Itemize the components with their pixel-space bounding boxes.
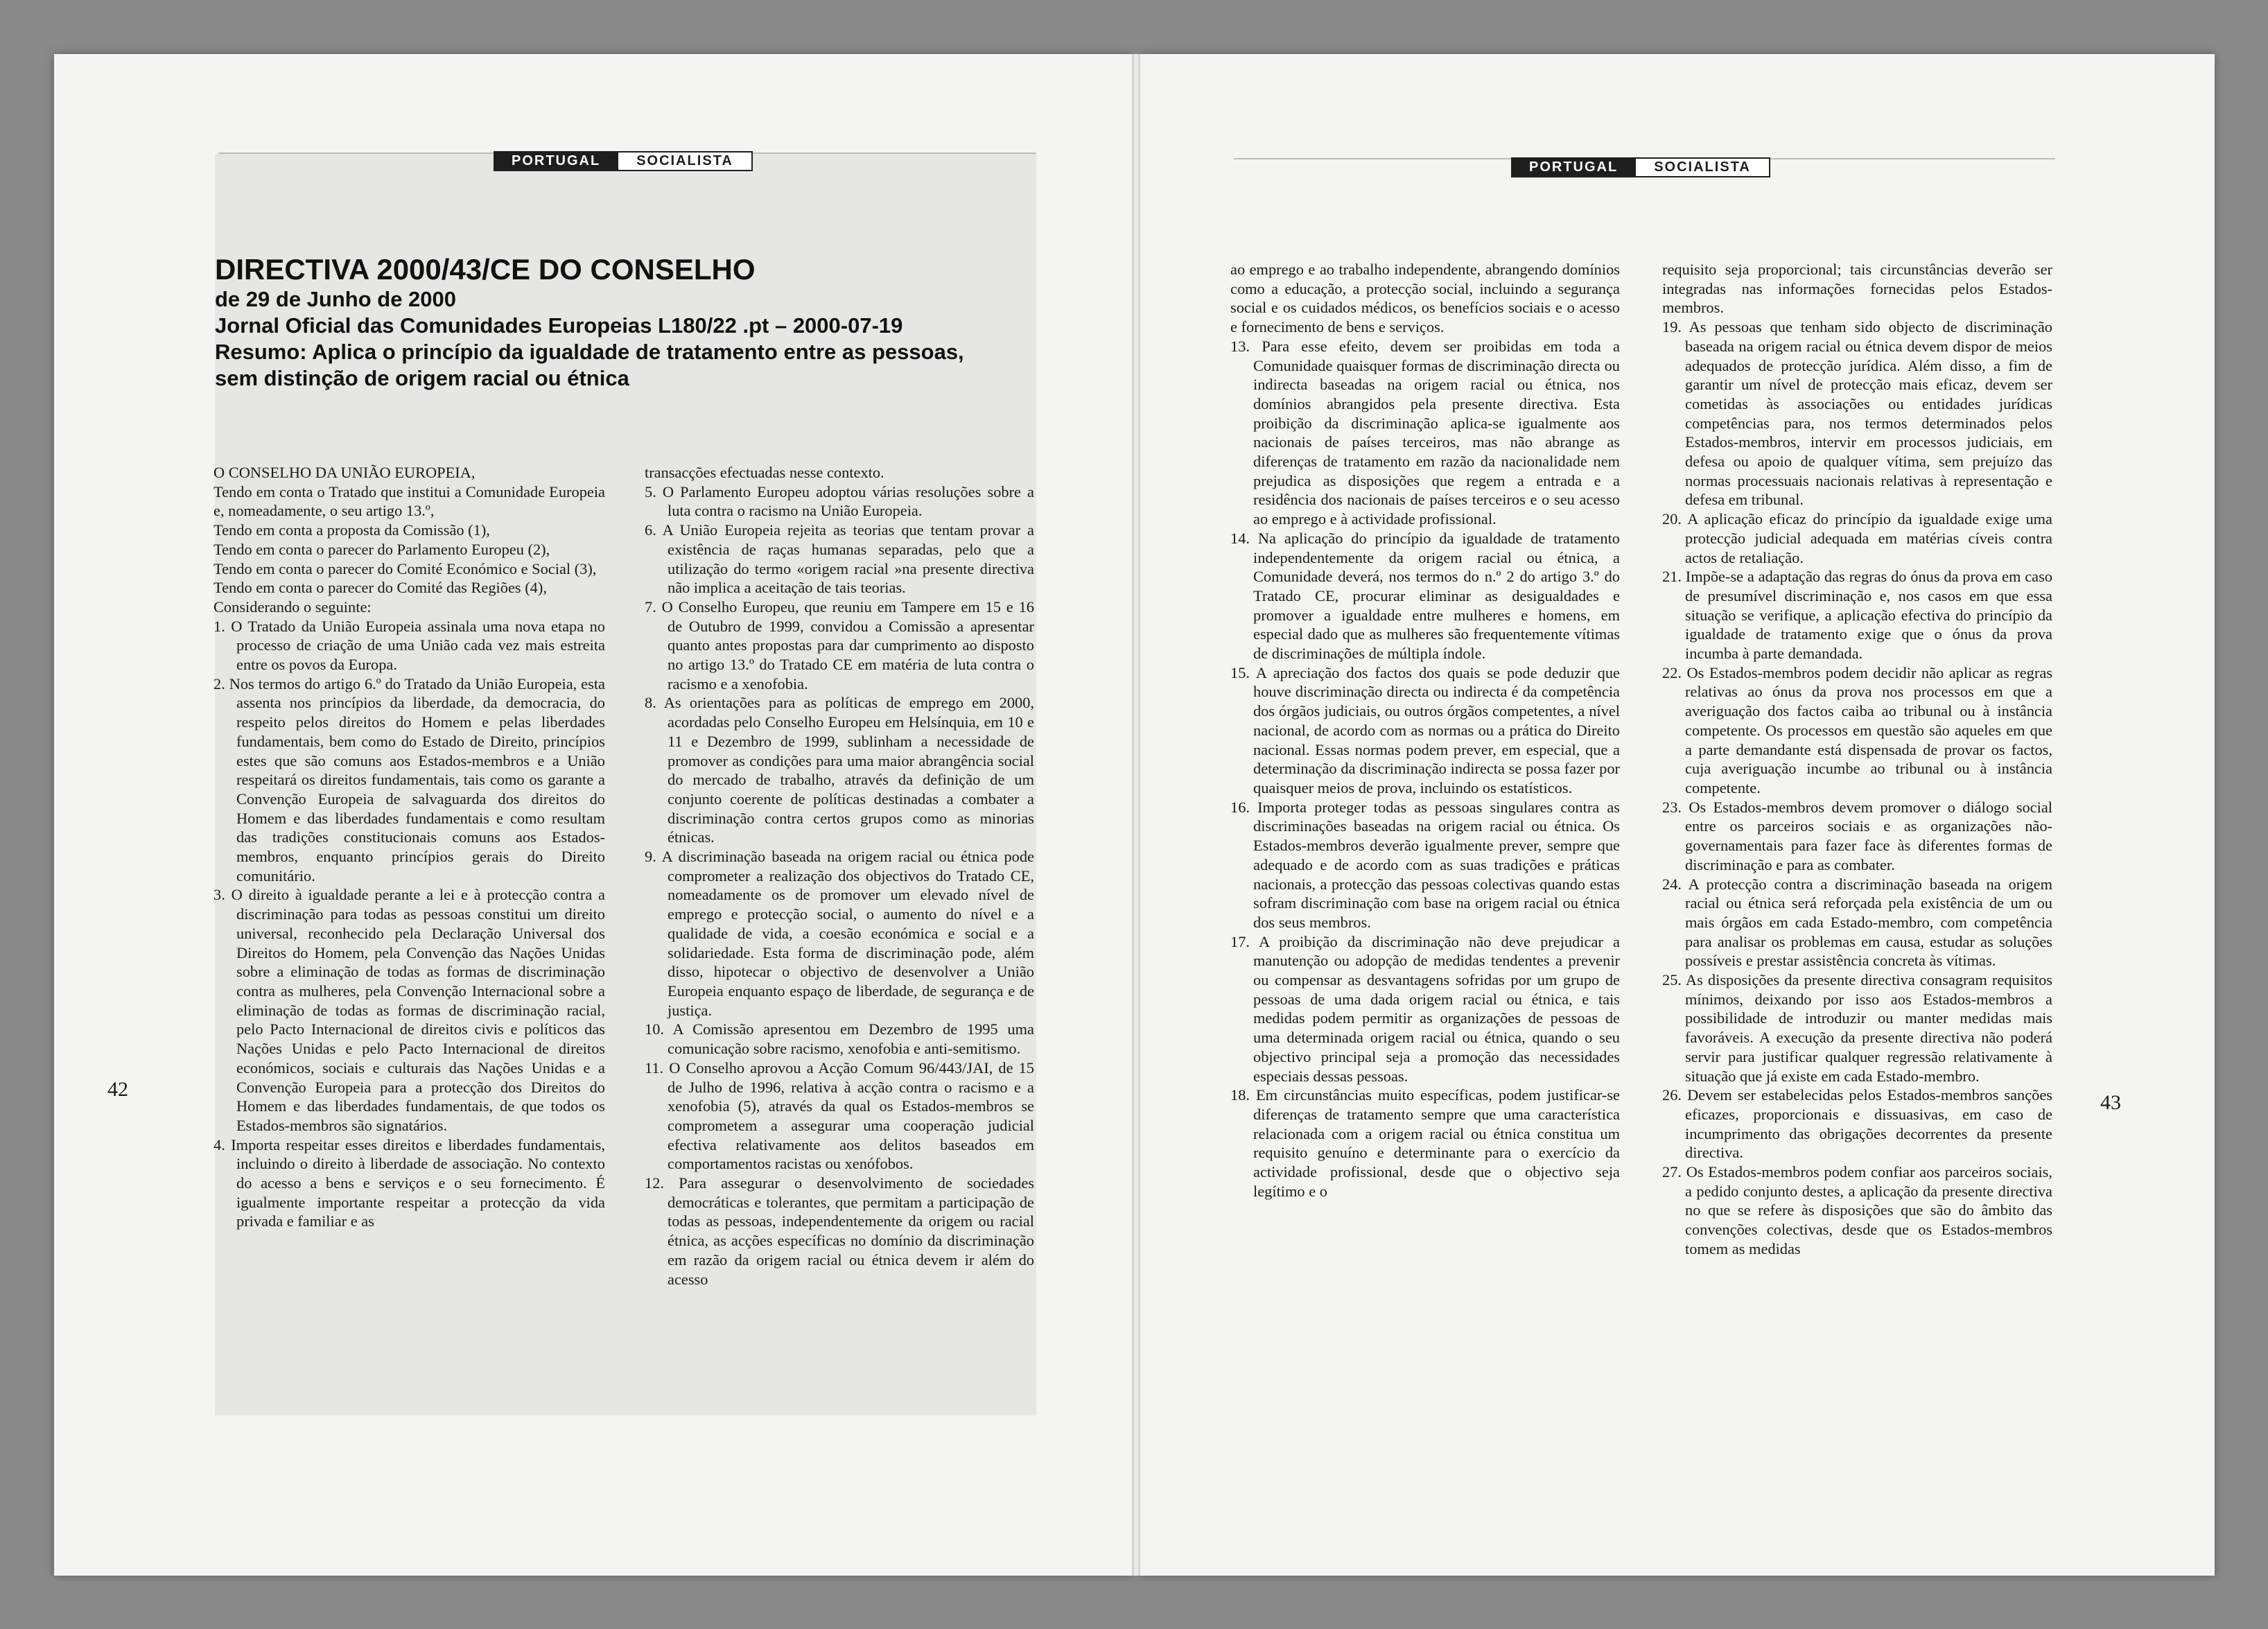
masthead-word-portugal: PORTUGAL	[1511, 157, 1636, 177]
paragraph: Tendo em conta a proposta da Comissão (1),	[213, 521, 490, 539]
left-page-column-1	[213, 463, 605, 1231]
paragraph: Tendo em conta o parecer do Comité Económico e Social (3),	[213, 559, 597, 577]
paragraph: 12. Para assegurar o desenvolvimento de sociedades democráticas e tolerantes, que permitam a participação de todas as pessoas, independentemente da origem ou racial étnica, as acções específicas no domínio da discriminação em razão da origem racial ou étnica devem ir além do acesso	[645, 1174, 1034, 1288]
paragraph: 9. A discriminação baseada na origem racial ou étnica pode comprometer a realização dos objectivos do Tratado CE, nomeadamente os de promover um elevado nível de emprego e protecção social, o aumento do nível e a qualidade de vida, a coesão económica e social e a solidariedade. Esta forma de discriminação pode, além disso, hipotecar o objectivo de desenvolver a União Europeia enquanto espaço de liberdade, de segurança e de justiça.	[645, 848, 1034, 1019]
paragraph: 18. Em circunstâncias muito específicas, podem justificar-se diferenças de tratamento sempre que uma característica relacionada com a origem racial ou étnica constitua um requisito genuíno e determinante para o exercício da actividade profissional, desde que o objectivo seja legítimo e o	[1230, 1086, 1620, 1200]
paragraph: 6. A União Europeia rejeita as teorias que tentam provar a existência de raças humanas separadas, pelo que a utilização do termo «origem racial »na presente directiva não implica a aceitação de tais teorias.	[645, 521, 1034, 597]
paragraph: 2. Nos termos do artigo 6.º do Tratado da União Europeia, esta assenta nos princípios da liberdade, da democracia, do respeito pelos direitos do Homem e pelas liberdades fundamentais, bem como do Estado de Direito, princípios estes que são comuns aos Estados-membros e a União respeitará os direitos fundamentais, tais como os garante a Convenção Europeia de salvaguarda dos direitos do Homem e das liberdades fundamentais e como resultam das tradições constitucionais comuns aos Estados-membros, enquanto princípios gerais do Direito comunitário.	[213, 674, 605, 885]
article-title: DIRECTIVA 2000/43/CE DO CONSELHO	[215, 253, 756, 286]
paragraph: 23. Os Estados-membros devem promover o diálogo social entre os parceiros sociais e as organizações não-governamentais para fazer face às diferentes formas de discriminação e para as combater.	[1662, 798, 2052, 873]
paragraph: Considerando o seguinte:	[213, 598, 372, 616]
left-page-column-2	[645, 463, 1034, 1289]
masthead-word-socialista: SOCIALISTA	[618, 151, 753, 171]
paragraph: 17. A proibição da discriminação não deve prejudicar a manutenção ou adopção de medidas tendentes a prevenir ou compensar as desvantagens sofridas por um grupo de pessoas de uma dada origem racial ou étnica, e tais medidas podem permitir as organizações de pessoas de uma determinada origem racial ou étnica, quando o seu objectivo principal seja a promoção das necessidades especiais dessas pessoas.	[1230, 932, 1620, 1085]
masthead-word-socialista: SOCIALISTA	[1636, 157, 1770, 177]
paragraph: 1. O Tratado da União Europeia assinala uma nova etapa no processo de criação de uma União cada vez mais estreita entre os povos da Europa.	[213, 617, 605, 674]
paragraph: 19. As pessoas que tenham sido objecto de discriminação baseada na origem racial ou étnica devem dispor de meios adequados de protecção jurídica. Além disso, a fim de garantir um nível de protecção mais eficaz, devem ser cometidas às associações ou entidades jurídicas competências para, nos termos determinados pelos Estados-membros, intervir em processos judiciais, em defesa ou apoio de qualquer vítima, sem prejuízo das normas processuais nacionais relativas à representação e defesa em tribunal.	[1662, 318, 2052, 509]
page-number-left: 42	[107, 1078, 128, 1101]
paragraph: transacções efectuadas nesse contexto.	[645, 464, 884, 481]
paragraph: Tendo em conta o Tratado que institui a Comunidade Europeia e, nomeadamente, o seu artigo 13.º,	[213, 482, 605, 520]
article-journal-line: Jornal Oficial das Comunidades Europeias L180/22 .pt – 2000-07-19	[215, 313, 903, 338]
paragraph: 8. As orientações para as políticas de emprego em 2000, acordadas pelo Conselho Europeu em Helsínquia, em 10 e 11 e Dezembro de 1999, sublinham a necessidade de promover as condições para uma maior abrangência social do mercado de trabalho, através da definição de um conjunto coerente de políticas destinadas a combater a discriminação contra certos grupos como as minorias étnicas.	[645, 694, 1034, 846]
paragraph: 26. Devem ser estabelecidas pelos Estados-membros sanções eficazes, proporcionais e dissuasivas, em caso de incumprimento das obrigações decorrentes da presente directiva.	[1662, 1086, 2052, 1162]
right-page-column-1	[1230, 260, 1620, 1201]
paragraph: 21. Impõe-se a adaptação das regras do ónus da prova em caso de presumível discriminação e, nos casos em que essa situação se verifique, a aplicação efectiva do princípio da igualdade de tratamento exige que o ónus da prova incumba à parte demandada.	[1662, 568, 2052, 663]
paragraph: ao emprego e ao trabalho independente, abrangendo domínios como a educação, a protecção social, incluindo a segurança social e os cuidados médicos, os benefícios sociais e o acesso e fornecimento de bens e serviços.	[1230, 261, 1620, 336]
paragraph: O CONSELHO DA UNIÃO EUROPEIA,	[213, 464, 476, 481]
paragraph: 14. Na aplicação do princípio da igualdade de tratamento independentemente da origem racial ou étnica, a Comunidade deverá, nos termos do n.º 2 do artigo 3.º do Tratado CE, procurar eliminar as desigualdades e promover a igualdade entre mulheres e homens, em especial dado que as mulheres são frequentemente vítimas de discriminações de múltipla índole.	[1230, 529, 1620, 663]
paragraph: requisito seja proporcional; tais circunstâncias deverão ser integradas nas informações fornecidas pelos Estados-membros.	[1662, 261, 2052, 317]
paragraph: 13. Para esse efeito, devem ser proibidas em toda a Comunidade quaisquer formas de discriminação directa ou indirecta baseadas na origem racial ou étnica, nos domínios abrangidos pela presente directiva. Esta proibição da discriminação aplica-se igualmente aos nacionais de países terceiros, mas não abrange as diferenças de tratamento em razão da nacionalidade nem prejudica as disposições que regem a entrada e a residência dos nacionais de países terceiros e o seu acesso ao emprego e à actividade profissional.	[1230, 337, 1620, 528]
paragraph: 7. O Conselho Europeu, que reuniu em Tampere em 15 e 16 de Outubro de 1999, convidou a Comissão a apresentar quanto antes propostas para dar cumprimento ao disposto no artigo 13.º do Tratado CE em matéria de luta contra o racismo e a xenofobia.	[645, 598, 1034, 692]
article-title-block	[215, 253, 1067, 392]
masthead-left	[494, 151, 753, 171]
article-date-line: de 29 de Junho de 2000	[215, 287, 457, 311]
paragraph: 27. Os Estados-membros podem confiar aos parceiros sociais, a pedido conjunto destes, a aplicação da presente directiva no que se refere às disposições que são do âmbito das convenções colectivas, desde que os Estados-membros tomem as medidas	[1662, 1163, 2052, 1257]
paragraph: Tendo em conta o parecer do Parlamento Europeu (2),	[213, 540, 550, 558]
masthead-right	[1511, 157, 1770, 177]
paragraph: 3. O direito à igualdade perante a lei e à protecção contra a discriminação para todas as pessoas constitui um direito universal, reconhecido pela Declaração Universal dos Direitos do Homem, pela Convenção das Nações Unidas sobre a eliminação de todas as formas de discriminação contra as mulheres, pela Convenção Internacional sobre a eliminação de todas as formas de discriminação racial, pelo Pacto Internacional de direitos civis e políticos das Nações Unidas e pelo Pacto Internacional de direitos económicos, sociais e culturais das Nações Unidas e a Convenção Europeia para a protecção dos Direitos do Homem e das liberdades fundamentais, de que todos os Estados-membros são signatários.	[213, 886, 605, 1134]
paragraph: 20. A aplicação eficaz do princípio da igualdade exige uma protecção judicial adequada em matérias cíveis contra actos de retaliação.	[1662, 510, 2052, 566]
paragraph: 11. O Conselho aprovou a Acção Comum 96/443/JAI, de 15 de Julho de 1996, relativa à acção contra o racismo e a xenofobia (5), através da qual os Estados-membros se comprometem a assegurar uma cooperação judicial efectiva relativamente aos delitos baseados em comportamentos racistas ou xenófobos.	[645, 1059, 1034, 1173]
masthead-word-portugal: PORTUGAL	[494, 151, 618, 171]
article-summary-line-2: sem distinção de origem racial ou étnica	[215, 366, 629, 390]
paragraph: 25. As disposições da presente directiva consagram requisitos mínimos, deixando por isso aos Estados-membros a possibilidade de introduzir ou manter medidas mais favoráveis. A execução da presente directiva não poderá servir para justificar qualquer regressão relativamente à situação que já existe em cada Estado-membro.	[1662, 971, 2052, 1085]
book-gutter	[1132, 54, 1140, 1576]
right-page-column-2	[1662, 260, 2052, 1259]
paragraph: 22. Os Estados-membros podem decidir não aplicar as regras relativas ao ónus da prova nos processos em que a averiguação dos factos caiba ao tribunal ou à instância competente. Os processos em questão são aqueles em que a parte demandante está dispensada de provar os factos, cuja averiguação incumbe ao tribunal ou à instância competente.	[1662, 663, 2052, 796]
paragraph: 4. Importa respeitar esses direitos e liberdades fundamentais, incluindo o direito à liberdade de associação. No contexto do acesso a bens e serviços e o seu fornecimento. É igualmente importante respeitar a protecção da vida privada e familiar e as	[213, 1135, 605, 1230]
page-number-right: 43	[2100, 1091, 2121, 1114]
paragraph: 5. O Parlamento Europeu adoptou várias resoluções sobre a luta contra o racismo na União Europeia.	[645, 482, 1034, 520]
paragraph: 10. A Comissão apresentou em Dezembro de 1995 uma comunicação sobre racismo, xenofobia e anti-semitismo.	[645, 1020, 1034, 1058]
paragraph: 16. Importa proteger todas as pessoas singulares contra as discriminações baseadas na origem racial ou étnica. Os Estados-membros deverão igualmente prever, sempre que adequado e de acordo com as suas tradições e práticas nacionais, a protecção das pessoas colectivas quando estas sofram discriminação com base na origem racial ou étnica dos seus membros.	[1230, 798, 1620, 931]
paragraph: 24. A protecção contra a discriminação baseada na origem racial ou étnica será reforçada pela existência de um ou mais órgãos em cada Estado-membro, com competência para analisar os problemas em causa, estudar as soluções possíveis e prestar assistência concreta às vítimas.	[1662, 875, 2052, 970]
article-summary-line-1: Resumo: Aplica o princípio da igualdade de tratamento entre as pessoas,	[215, 340, 964, 364]
paragraph: Tendo em conta o parecer do Comité das Regiões (4),	[213, 579, 547, 597]
paragraph: 15. A apreciação dos factos dos quais se pode deduzir que houve discriminação directa ou indirecta é da competência dos órgãos judiciais, ou outros órgãos competentes, a nível nacional, de acordo com as normas ou a prática do Direito nacional. Essas normas podem prever, em especial, que a determinação da discriminação indirecta se possa fazer por quaisquer meios de prova, incluindo os estatísticos.	[1230, 663, 1620, 796]
